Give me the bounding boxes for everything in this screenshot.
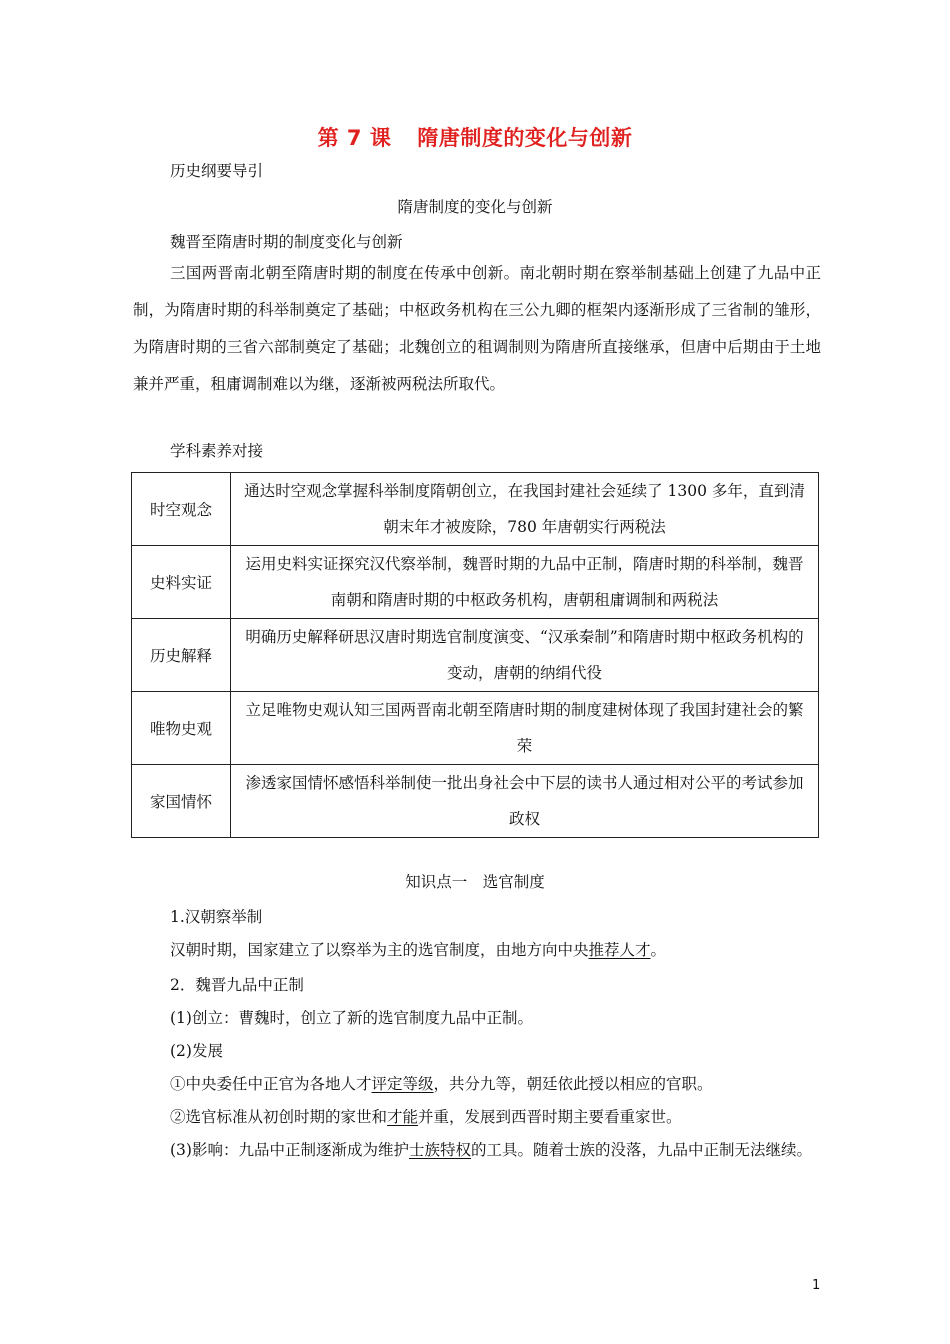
literacy-value: 运用史料实证探究汉代察举制，魏晋时期的九品中正制，隋唐时期的科举制，魏晋南朝和隋唐时期的中枢政务机构，唐朝租庸调制和两税法: [231, 546, 819, 619]
guide-heading: 历史纲要导引: [170, 162, 264, 180]
text-run: 汉朝时期，国家建立了以察举为主的选官制度，由地方向中央: [170, 941, 589, 959]
section-2-item-2a: [170, 1074, 713, 1094]
section-2-item-2b: [170, 1107, 682, 1127]
literacy-key: 历史解释: [132, 619, 231, 692]
underlined-term: 士族特权: [408, 1141, 471, 1159]
table-row: [132, 692, 819, 765]
section-1-text: [170, 940, 666, 960]
literacy-key: 史料实证: [132, 546, 231, 619]
underlined-term: 才能: [387, 1108, 419, 1126]
literacy-table: [131, 472, 819, 838]
text-run: ，共分九等，朝廷依此授以相应的官职。: [433, 1075, 713, 1093]
lesson-topic: 隋唐制度的变化与创新: [417, 126, 633, 150]
section-2-item-3: [133, 1132, 821, 1169]
table-row: [132, 546, 819, 619]
section-2-item-2: (2)发展: [170, 1042, 223, 1060]
knowledge-heading: 知识点一 选官制度: [405, 873, 545, 891]
section-2-item-1: (1)创立：曹魏时，创立了新的选官制度九品中正制。: [170, 1009, 533, 1027]
lesson-title: [0, 122, 950, 152]
guide-center-heading: 隋唐制度的变化与创新: [397, 198, 553, 216]
underlined-term: 评定等级: [371, 1075, 434, 1093]
text-run: 的工具。随着士族的没落，九品中正制无法继续。: [470, 1141, 812, 1159]
literacy-value: 渗透家国情怀感悟科举制使一批出身社会中下层的读书人通过相对公平的考试参加政权: [231, 765, 819, 838]
guide-paragraph: 三国两晋南北朝至隋唐时期的制度在传承中创新。南北朝时期在察举制基础上创建了九品中正制，为隋唐时期的科举制奠定了基础；中枢政务机构在三公九卿的框架内逐渐形成了三省制的雏形，为隋唐时期的三省六部制奠定了基础；北魏创立的租调制则为隋唐所直接继承，但唐中后期由于土地兼并严重，租庸调制难以为继，逐渐被两税法所取代。: [133, 264, 821, 393]
table-row: [132, 473, 819, 546]
literacy-heading: 学科素养对接: [170, 442, 264, 460]
guide-subheading: 魏晋至隋唐时期的制度变化与创新: [170, 233, 403, 251]
table-row: [132, 619, 819, 692]
text-run: 并重，发展到西晋时期主要看重家世。: [418, 1108, 682, 1126]
literacy-key: 时空观念: [132, 473, 231, 546]
literacy-key: 唯物史观: [132, 692, 231, 765]
page-number: 1: [812, 1278, 821, 1293]
section-1-title: 1.汉朝察举制: [170, 908, 263, 926]
literacy-value: 立足唯物史观认知三国两晋南北朝至隋唐时期的制度建树体现了我国封建社会的繁荣: [231, 692, 819, 765]
lesson-number: 第 7 课: [317, 126, 392, 150]
text-run: (3)影响：九品中正制逐渐成为维护: [170, 1141, 409, 1159]
literacy-value: 通达时空观念掌握科举制度隋朝创立，在我国封建社会延续了 1300 多年，直到清朝末年才被废除，780 年唐朝实行两税法: [231, 473, 819, 546]
literacy-key: 家国情怀: [132, 765, 231, 838]
section-2-title: 2．魏晋九品中正制: [170, 976, 304, 994]
text-run: ②选官标准从初创时期的家世和: [170, 1108, 388, 1126]
text-run: 。: [650, 941, 667, 959]
table-row: [132, 765, 819, 838]
literacy-value: 明确历史解释研思汉唐时期选官制度演变、“汉承秦制”和隋唐时期中枢政务机构的变动，唐朝的纳绢代役: [231, 619, 819, 692]
text-run: ①中央委任中正官为各地人才: [170, 1075, 372, 1093]
underlined-term: 推荐人才: [588, 941, 651, 959]
